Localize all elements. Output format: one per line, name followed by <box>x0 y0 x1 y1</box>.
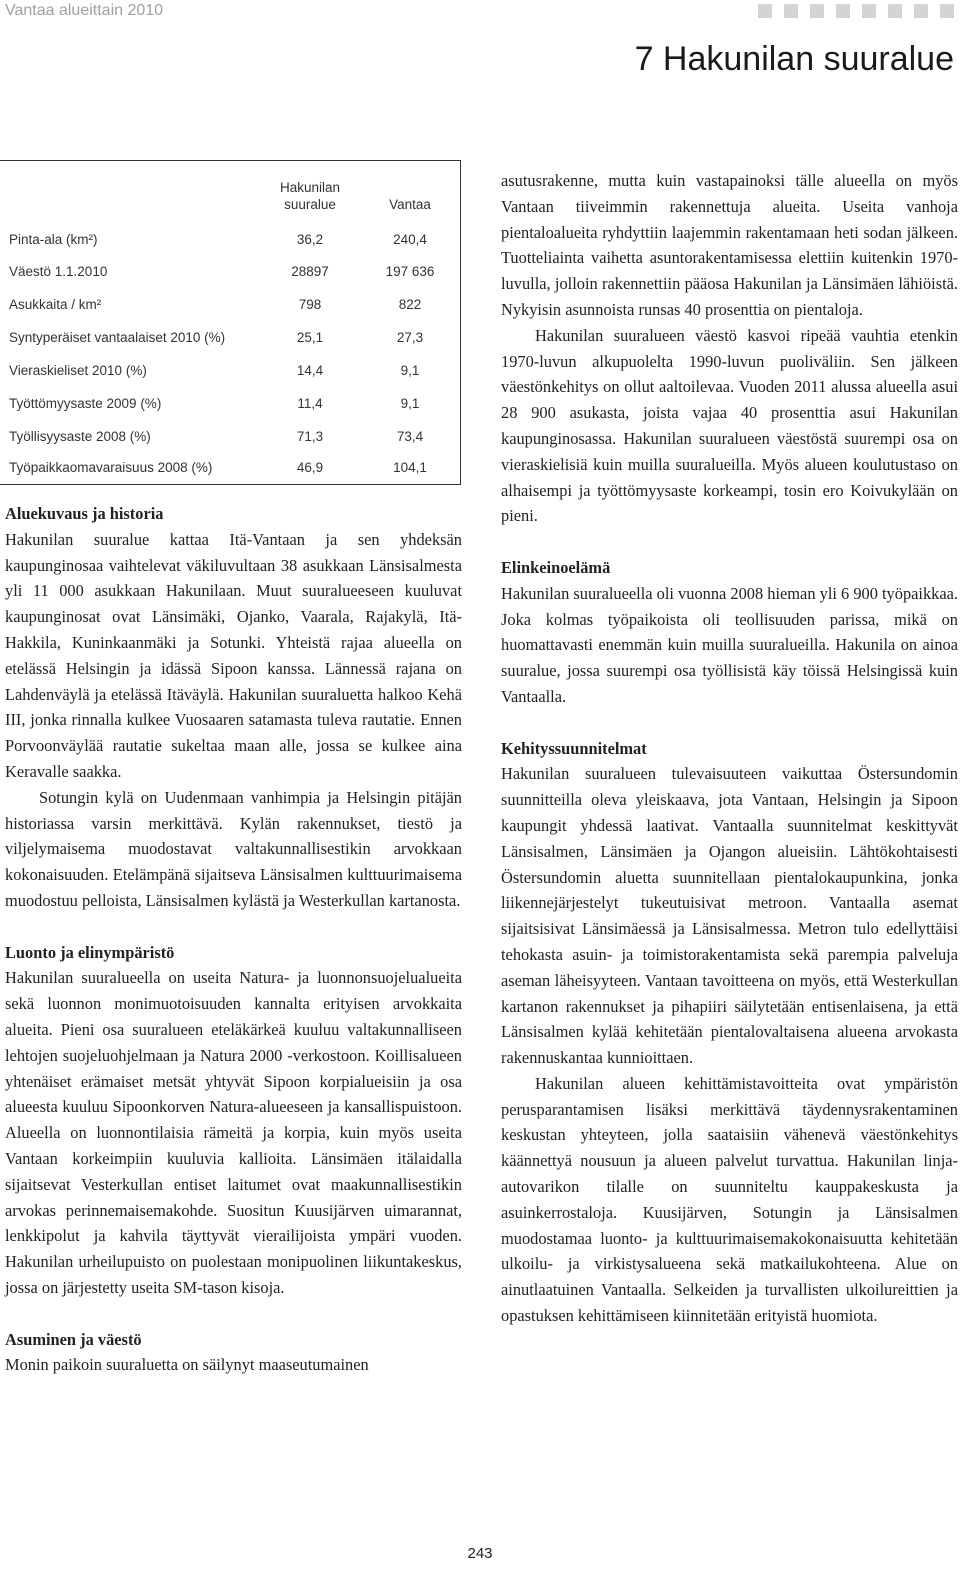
col-header-hakunila: Hakunilan suuralue <box>279 180 341 212</box>
section-heading-aluekuvaus: Aluekuvaus ja historia <box>5 504 164 523</box>
paragraph: Hakunilan suuralueen tulevaisuuteen vaikuttaa Östersundomin suunnitteilla oleva yleiskaava, jota Vantaan, Helsingin ja Sipoon kaupungit yhdessä laativat. Vantaalla suunnitelmat keskittyvät Länsisalmen, Länsimäen ja Ojangon alueisiin. Lähtökohtaisesti Östersundomin aluetta suunnitellaan pientalokaupunkina, jonka liikennejärjestelyt tukeutuisivat metroon. Vantaalla asemat sijaitsisivat Länsimäessä ja Länsisalmessa. Metron tulo edellyttäisi tehokasta asuin- ja toimistorakentamista sekä parempia palveluja aseman läheisyyteen. Vantaan tavoitteena on myös, että Westerkullan kartanon rakennukset ja pihapiiri säilytetään entisenlaisena, ja että Länsisalmen kylää kehitetään pientalovaltaisena alueena arvokasta rakennuskantaa kunnioittaen. <box>501 764 958 1068</box>
paragraph: asutusrakenne, mutta kuin vastapainoksi tälle alueella on myös Vantaan tiiveimmin rakennettuja alueita. Useita vanhoja pientaloalueita ryhdyttiin laajemmin rakentamaan heti sodan jälkeen. Tuotteliainta vaihetta asuntorakentamisessa elettiin kuitenkin 1970-luvulla, jolloin rakennettiin pääosa Hakunilan ja Länsimäen lähiöistä. Nykyisin asunnoista runsas 40 prosenttia on pientaloja. <box>501 171 958 319</box>
table-row <box>0 264 460 284</box>
row-label: Vieraskieliset 2010 (%) <box>9 363 147 378</box>
paragraph: Hakunilan suuralueella on useita Natura- ja luonnonsuojelualueita sekä luonnon monimuotoisuuden kannalta erityisen arvokkaita alueita. Pieni osa suuralueen eteläkärkeä kuuluu valtakunnalliseen lehtojen suojeluohjelmaan ja Natura 2000 -verkostoon. Koillisalueen yhtenäiset erämaiset metsät yhtyvät Sipoon korpialueisiin ja osa alueesta kuuluu Sipoonkorven Natura-alueeseen ja kansallispuistoon. Alueella on luonnontilaisia rämeitä ja korpia, kuin myös useita Vantaan korkeimpiin kuuluvia kallioita. Länsimäen itälaidalla sijaitsevat Vesterkullan entiset laitumet ovat maakunnallisestikin arvokas perinnemaisemakohde. Suositun Kuusijärven uimarannat, lenkkipolut ja kahvila täyttyvät vierailijoista ympäri vuoden. Hakunilan urheilupuisto on puolestaan monipuolinen liikuntakeskus, jossa on järjestetty useita SM-tason kisoja. <box>5 968 462 1297</box>
section-heading-asuminen: Asuminen ja väestö <box>5 1329 142 1349</box>
section-heading-kehitys: Kehityssuunnitelmat <box>501 738 647 758</box>
decorative-squares <box>758 4 954 18</box>
paragraph: Hakunilan suuralueen väestö kasvoi ripeää vauhtia etenkin 1970-luvun alkupuolelta 1990-luvun puoliväliin. Sen jälkeen väestönkehitys on ollut aaltoilevaa. Vuoden 2011 alussa alueella asui 28 900 asukasta, joista vajaa 40 prosenttia asui Hakunilan kaupunginosassa. Hakunilan suuralueen väestöstä suurempi osa on vieraskielisiä kuin muilla suuralueilla. Myös alueen koulutustaso on alhaisempi ja työttömyysaste korkeampi, tosin ero Koivukylään on pieni. <box>501 325 958 526</box>
paragraph: Sotungin kylä on Uudenmaan vanhimpia ja Helsingin pitäjän historiassa varsin merkittävä. Kylän rakennukset, tiestö ja viljelymaisema muodostavat valtakunnallisestikin arvokkaan kokonaisuuden. Etelämpänä sijaitseva Länsisalmen kulttuurimaisema muodostuu pelloista, Länsisalmen kylästä ja Westerkullan kartanosta. <box>5 787 462 910</box>
row-value-hakunila: 71,3 <box>296 429 324 444</box>
row-label: Asukkaita / km² <box>9 297 102 312</box>
row-label: Työllisyysaste 2008 (%) <box>9 429 151 444</box>
stats-header <box>0 178 460 218</box>
chapter-title: 7 Hakunilan suuralue <box>634 40 954 78</box>
table-row <box>0 460 460 480</box>
row-value-vantaa: 73,4 <box>396 429 424 444</box>
square-icon <box>914 4 928 18</box>
row-value-hakunila: 14,4 <box>296 363 324 378</box>
square-icon <box>862 4 876 18</box>
row-value-vantaa: 9,1 <box>400 396 420 411</box>
table-row <box>0 330 460 350</box>
table-row <box>0 363 460 383</box>
running-head: Vantaa alueittain 2010 <box>5 2 164 19</box>
row-value-vantaa: 240,4 <box>393 232 427 247</box>
page-number: 243 <box>467 1545 493 1562</box>
row-label: Työttömyysaste 2009 (%) <box>9 396 162 411</box>
square-icon <box>836 4 850 18</box>
table-row <box>0 232 460 252</box>
row-label: Syntyperäiset vantaalaiset 2010 (%) <box>9 330 226 345</box>
paragraph: Monin paikoin suuraluetta on säilynyt maaseutumainen <box>5 1355 369 1375</box>
row-label: Pinta-ala (km²) <box>9 232 98 247</box>
row-label: Työpaikkaomavaraisuus 2008 (%) <box>9 460 213 475</box>
paragraph: Hakunilan alueen kehittämistavoitteita ovat ympäristön perusparantamisen lisäksi merkittävä täydennysrakentaminen keskustan yhteyteen, jolla saataisiin vähenevä väestönkehitys käännettyä nousuun ja alueen palvelut turvattua. Hakunilan linja-autovarikon tilalle on suunniteltu kauppakeskusta ja asuinkerrostaloja. Kuusijärven, Sotungin ja Länsisalmen muodostamaa luonto- ja kulttuurimaisemakokonaisuutta kehitetään ulkoilu- ja virkistysalueena sekä matkailukohteena. Alue on ainutlaatuinen Vantaalla. Selkeiden ja turvallisten ulkoilureittien ja opastuksen kehittämiseen kiinnitetään erityistä huomiota. <box>501 1073 958 1326</box>
row-value-vantaa: 27,3 <box>396 330 424 345</box>
row-value-hakunila: 11,4 <box>297 396 323 411</box>
row-label: Väestö 1.1.2010 <box>9 264 108 279</box>
row-value-hakunila: 46,9 <box>296 460 324 475</box>
stats-table <box>0 160 461 485</box>
paragraph: Hakunilan suuralue kattaa Itä-Vantaan ja sen yhdeksän kaupunginosaa vaihtelevat väkiluvultaan 38 asukkaan Länsisalmesta yli 11 000 asukkaan Hakunilaan. Muut suuralueeseen kuuluvat kaupunginosat ovat Länsimäki, Ojanko, Vaarala, Rajakylä, Itä-Hakkila, Kuninkaanmäki ja Sotunki. Yhteistä rajaa alueella on etelässä Helsingin ja idässä Sipoon kanssa. Lännessä rajana on Lahdenväylä ja etelässä Itäväylä. Hakunilan suuraluetta halkoo Kehä III, jonka rinnalla kulkee Vuosaaren satamasta tuleva rautatie. Ennen Porvoonväylää rautatie sukeltaa maan alle, jossa se kulkee aina Keravalle saakka. <box>5 529 462 781</box>
col-header-vantaa: Vantaa <box>389 197 431 212</box>
table-row <box>0 297 460 317</box>
square-icon <box>784 4 798 18</box>
row-value-hakunila: 28897 <box>291 264 329 279</box>
row-value-vantaa: 9,1 <box>400 363 420 378</box>
section-heading-elinkeino: Elinkeinoelämä <box>501 557 611 577</box>
table-row <box>0 429 460 449</box>
square-icon <box>940 4 954 18</box>
row-value-vantaa: 822 <box>398 297 422 312</box>
square-icon <box>810 4 824 18</box>
table-row <box>0 396 460 416</box>
section-heading-luonto: Luonto ja elinympäristö <box>5 942 175 962</box>
row-value-hakunila: 798 <box>298 297 322 312</box>
row-value-vantaa: 197 636 <box>385 264 435 279</box>
row-value-hakunila: 25,1 <box>296 330 324 345</box>
row-value-hakunila: 36,2 <box>296 232 324 247</box>
row-value-vantaa: 104,1 <box>393 460 427 475</box>
paragraph: Hakunilan suuralueella oli vuonna 2008 hieman yli 6 900 työpaikkaa. Joka kolmas työpaikoista oli teollisuuden parissa, mikä on huomattavasti enemmän kuin muilla suuralueilla. Hakunila on ainoa suuralue, jossa suurempi osa työllisistä käy töissä Helsingissä kuin Vantaalla. <box>501 583 959 706</box>
right-column <box>501 168 958 1329</box>
square-icon <box>888 4 902 18</box>
left-column <box>5 501 462 1378</box>
square-icon <box>758 4 772 18</box>
